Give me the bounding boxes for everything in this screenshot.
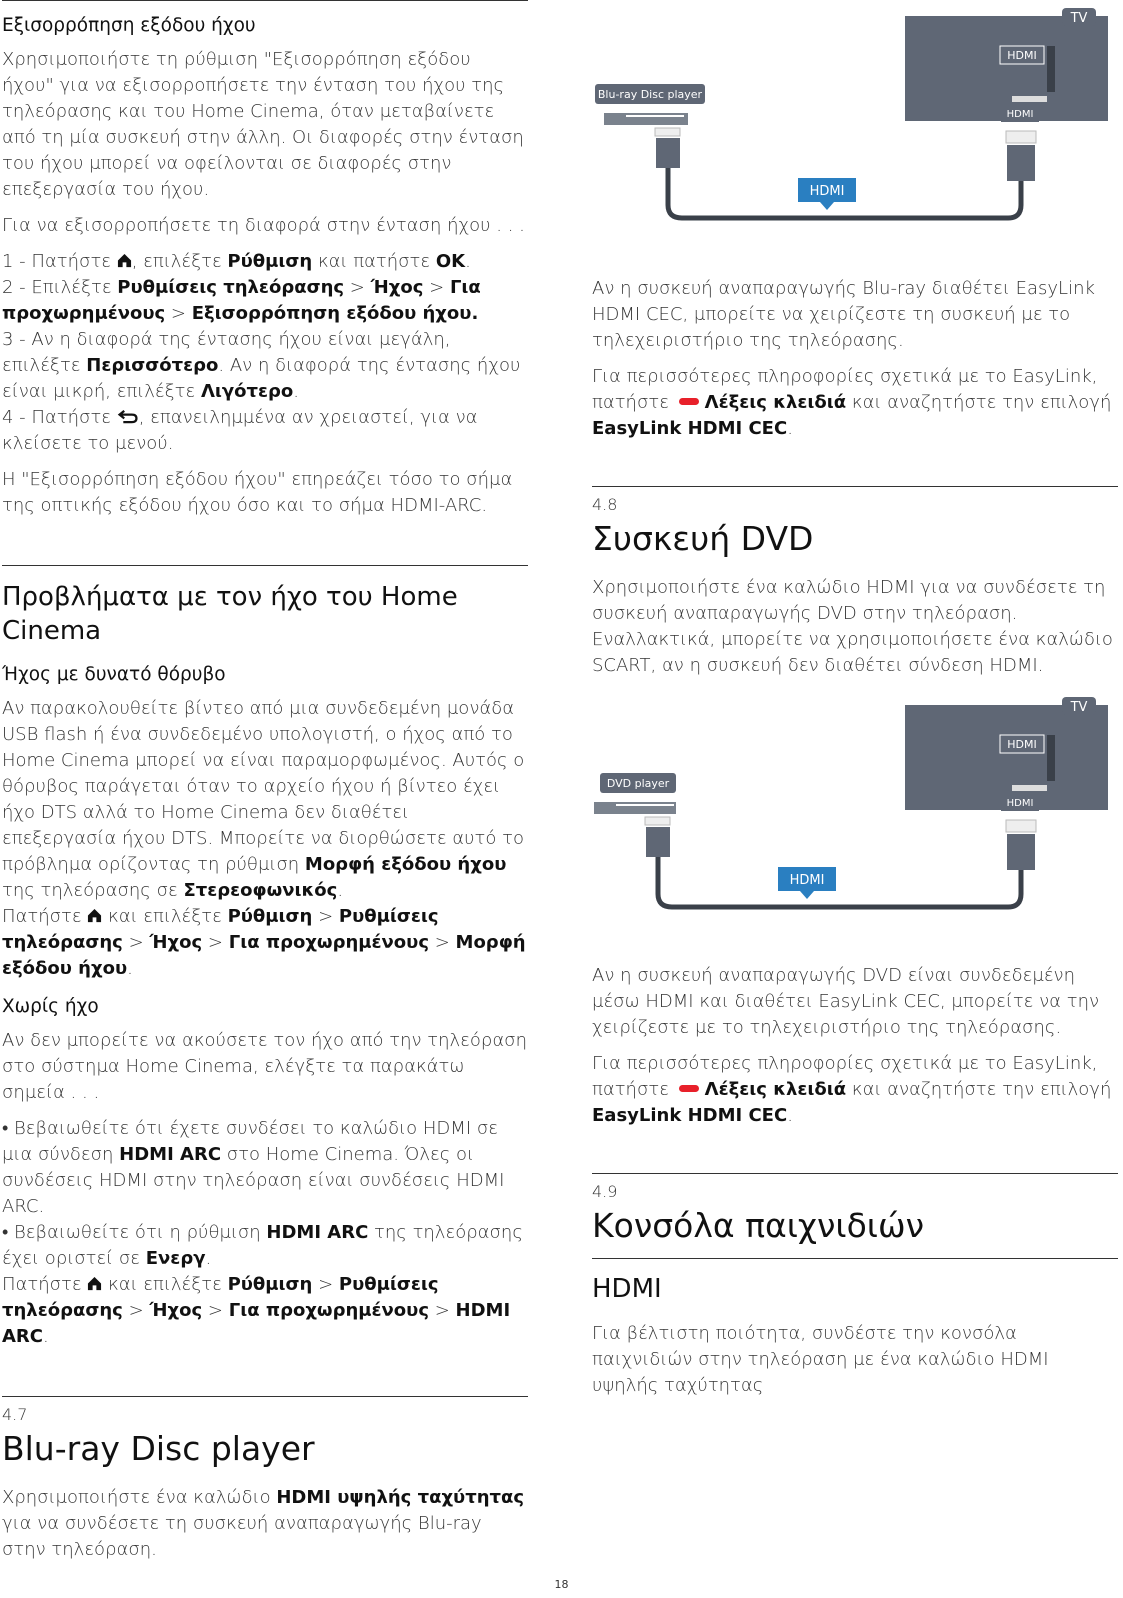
paragraph: Για βέλτιστη ποιότητα, συνδέστε την κονσόλα παιχνιδιών στην τηλεόραση με ένα καλώδιο HDMI υψηλής ταχύτητας (592, 1323, 1049, 1396)
step-1: 1 - Πατήστε , επιλέξτε Ρύθμιση και πατήστε OK. (2, 251, 471, 272)
section-number: 4.7 (2, 1405, 28, 1424)
tv-label: TV (1070, 700, 1088, 715)
subsection-heading-hdmi: HDMI (592, 1274, 662, 1304)
device-slot (616, 804, 674, 806)
page-number: 18 (554, 1578, 569, 1591)
section-divider (2, 1396, 528, 1397)
paragraph: Χρησιμοποιήστε τη ρύθμιση "Εξισορρόπηση εξόδου ήχου" για να εξισορροπήσετε την ένταση του ήχου της τηλεόρασης και του Home Cinema, όταν μεταβαίνετε από τη μία συσκευή στην άλλη. Οι διαφορές στην ένταση του ήχου μπορεί να οφείλονται σε διαφορές στην επεξεργασία του ήχου. (2, 49, 524, 200)
section-number: 4.8 (592, 495, 618, 514)
cable-head-device (646, 827, 670, 857)
cable-label: HDMI (789, 873, 825, 888)
home-icon (117, 253, 132, 268)
paragraph: Αν παρακολουθείτε βίντεο από μια συνδεδεμένη μονάδα USB flash ή ένα συνδεδεμένο υπολογιστή, ο ήχος από το Home Cinema μπορεί να είναι παραμορφωμένος. Αυτός ο θόρυβος παράγεται όταν το αρχείο ήχου ή βίντεο έχει ήχο DTS αλλά το Home Cinema δεν διαθέτει επεξεργασία ήχου DTS. Μπορείτε να διορθώσετε αυτό το πρόβλημα ορίζοντας τη ρύθμιση Μορφή εξόδου ήχου της τηλεόρασης σε Στερεοφωνικός. (2, 698, 525, 901)
step-3: 3 - Αν η διαφορά της έντασης ήχου είναι μεγάλη, επιλέξτε Περισσότερο. Αν η διαφορά της έντασης ήχου είναι μικρή, επιλέξτε Λιγότερο. (2, 329, 521, 402)
cable-head-device (656, 138, 680, 168)
red-color-key-icon (679, 1085, 699, 1092)
cable-connector-device (645, 817, 670, 825)
cable-connector-tv (1006, 131, 1036, 143)
section-heading-bluray: Blu-ray Disc player (2, 1429, 315, 1468)
hdmi-port-label: HDMI (1007, 738, 1037, 751)
section-divider (2, 565, 528, 566)
paragraph: Αν δεν μπορείτε να ακούσετε τον ήχο από την τηλεόραση στο σύστημα Home Cinema, ελέγξτε τα παρακάτω σημεία . . . (2, 1030, 527, 1103)
right-column (592, 0, 1118, 1409)
paragraph: Χρησιμοποιήστε ένα καλώδιο HDMI υψηλής ταχύτητας για να συνδέσετε τη συσκευή αναπαραγωγής Blu-ray στην τηλεόραση. (2, 1487, 525, 1560)
cable-badge-pointer (820, 202, 834, 210)
hdmi-plug-top (1012, 96, 1047, 102)
tv-port-slot (1047, 735, 1055, 781)
bullet-item: • Βεβαιωθείτε ότι έχετε συνδέσει το καλώδιο HDMI σε μια σύνδεση HDMI ARC στο Home Cinema. Όλες οι συνδέσεις HDMI στην τηλεόραση είναι συνδέσεις HDMI ARC. (2, 1118, 505, 1217)
bullet-item: • Βεβαιωθείτε ότι η ρύθμιση HDMI ARC της τηλεόρασης έχει οριστεί σε Ενεργ. (2, 1222, 523, 1269)
bluray-connection-diagram (592, 0, 1112, 262)
section-divider (2, 0, 528, 1)
paragraph: Αν η συσκευή αναπαραγωγής Blu-ray διαθέτει EasyLink HDMI CEC, μπορείτε να χειρίζεστε τη συσκευή με το τηλεχειριστήριο της τηλεόρασης. (592, 278, 1095, 351)
device-label: DVD player (606, 777, 670, 790)
section-heading-dvd: Συσκευή DVD (592, 519, 814, 558)
red-color-key-icon (679, 398, 699, 405)
section-heading-home-cinema-problems: Προβλήματα με τον ήχο του Home Cinema (2, 582, 458, 646)
device-label: Blu-ray Disc player (597, 88, 703, 101)
paragraph: Για περισσότερες πληροφορίες σχετικά με το EasyLink, πατήστε Λέξεις κλειδιά και αναζητήστε την επιλογή EasyLink HDMI CEC. (592, 1053, 1112, 1126)
instruction-steps (2, 249, 528, 457)
cable-connector-device (655, 128, 680, 136)
home-icon (87, 1276, 102, 1291)
dvd-connection-diagram (592, 689, 1112, 951)
menu-path: Πατήστε και επιλέξτε Ρύθμιση > Ρυθμίσεις τηλεόρασης > Ήχος > Για προχωρημένους > Μορφή εξόδου ήχου. (2, 906, 526, 979)
device-body (604, 113, 688, 125)
section-number: 4.9 (592, 1182, 618, 1201)
step-2: 2 - Επιλέξτε Ρυθμίσεις τηλεόρασης > Ήχος > Για προχωρημένους > Εξισορρόπηση εξόδου ήχου. (2, 277, 481, 324)
step-4: 4 - Πατήστε , επανειλημμένα αν χρειαστεί, για να κλείσετε το μενού. (2, 407, 478, 454)
home-icon (87, 908, 102, 923)
hdmi-plug-label: HDMI (1006, 798, 1034, 809)
cable-badge-pointer (800, 891, 814, 899)
paragraph: Χρησιμοποιήστε ένα καλώδιο HDMI για να συνδέσετε τη συσκευή αναπαραγωγής DVD στην τηλεόραση. Εναλλακτικά, μπορείτε να χρησιμοποιήσετε ένα καλώδιο SCART, αν η συσκευή δεν διαθέτει σύνδεση HDMI. (592, 577, 1113, 676)
tv-port-slot (1047, 46, 1055, 92)
section-heading-audio-out-leveling: Εξισορρόπηση εξόδου ήχου (2, 15, 256, 36)
device-body (594, 802, 676, 814)
subheading-no-sound: Χωρίς ήχο (2, 996, 99, 1017)
section-divider (592, 1173, 1118, 1174)
paragraph: Η "Εξισορρόπηση εξόδου ήχου" επηρεάζει τόσο το σήμα της οπτικής εξόδου ήχου όσο και το σήμα HDMI-ARC. (2, 469, 513, 516)
paragraph: Για περισσότερες πληροφορίες σχετικά με το EasyLink, πατήστε Λέξεις κλειδιά και αναζητήστε την επιλογή EasyLink HDMI CEC. (592, 366, 1112, 439)
subheading-noisy-sound: Ήχος με δυνατό θόρυβο (2, 664, 226, 685)
cable-head-tv (1007, 834, 1035, 870)
cable-head-tv (1007, 145, 1035, 181)
cable-label: HDMI (809, 184, 845, 199)
tv-label: TV (1070, 11, 1088, 26)
menu-path: Πατήστε και επιλέξτε Ρύθμιση > Ρυθμίσεις τηλεόρασης > Ήχος > Για προχωρημένους > HDMI ARC. (2, 1274, 511, 1347)
hdmi-cable (658, 857, 1021, 907)
hdmi-plug-top (1012, 785, 1047, 791)
paragraph: Για να εξισορροπήσετε τη διαφορά στην ένταση ήχου . . . (2, 215, 525, 236)
left-column (2, 0, 528, 1573)
back-icon (117, 409, 139, 424)
paragraph: Αν η συσκευή αναπαραγωγής DVD είναι συνδεδεμένη μέσω HDMI και διαθέτει EasyLink CEC, μπορείτε να την χειρίζεστε με το τηλεχειριστήριο της τηλεόρασης. (592, 965, 1100, 1038)
hdmi-plug-label: HDMI (1006, 109, 1034, 120)
hdmi-port-label: HDMI (1007, 49, 1037, 62)
section-divider (592, 486, 1118, 487)
subsection-divider (592, 1258, 1118, 1259)
section-heading-game-console: Κονσόλα παιχνιδιών (592, 1206, 925, 1245)
cable-connector-tv (1006, 820, 1036, 832)
device-slot (626, 115, 684, 117)
